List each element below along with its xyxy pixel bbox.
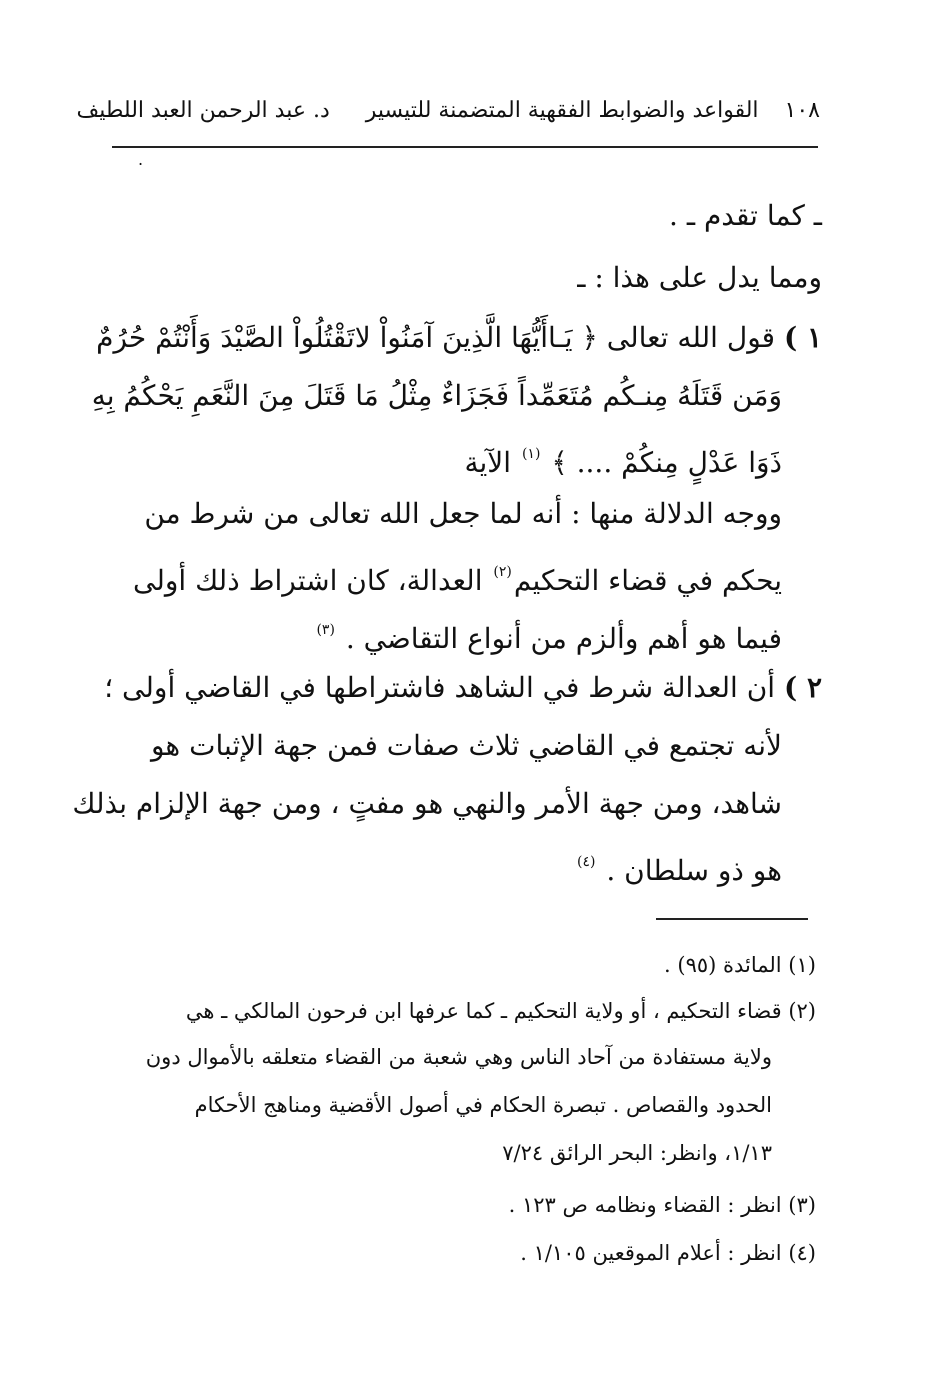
evidence-line-2b: العدالة، كان اشتراط ذلك أولى xyxy=(133,564,483,597)
evidence-line-3-text: فيما هو أهم وألزم من أنواع التقاضي . xyxy=(345,622,782,655)
header-divider xyxy=(112,146,818,148)
footnote-2-line-4: ١/١٣، وانظر: البحر الرائق ٧/٢٤ xyxy=(502,1141,772,1165)
item-1-line-3 xyxy=(464,434,782,483)
page-number: ١٠٨ xyxy=(784,97,820,123)
item-1-number: ١ ) xyxy=(783,321,822,354)
evidence-line-2 xyxy=(133,552,782,601)
running-header xyxy=(76,88,820,132)
footnote-divider xyxy=(656,918,808,920)
item-1-line-1 xyxy=(96,318,822,358)
intro-line-1: ـ كما تقدم ـ . xyxy=(669,199,822,232)
item-2-line-4 xyxy=(575,842,782,891)
footnote-3: (٣) انظر : القضاء ونظامه ص ١٢٣ . xyxy=(508,1193,816,1217)
footnote-2-line-2: ولاية مستفادة من آحاد الناس وهي شعبة من القضاء متعلقه بالأموال دون xyxy=(145,1045,772,1069)
item-2-number: ٢ ) xyxy=(783,671,822,704)
quran-verse-line-2: وَمَن قَتَلَهُ مِنـكُم مُتَعَمِّداً فَجَزَاءٌ مِثْلُ مَا قَتَلَ مِنَ النَّعَمِ يَحْكُمُ بِهِ xyxy=(91,379,782,412)
footnote-1: (١) المائدة (٩٥) . xyxy=(664,953,816,977)
footnote-ref-2: (٢) xyxy=(493,564,512,580)
header-dot: . xyxy=(138,150,144,169)
author-name: د. عبد الرحمن العبد اللطيف xyxy=(76,97,330,123)
item-2-line-1 xyxy=(104,668,822,708)
item-2-line-3: شاهد، ومن جهة الأمر والنهي هو مفتٍ ، ومن جهة الإلزام بذلك xyxy=(72,787,782,820)
footnote-2-line-3: الحدود والقصاص . تبصرة الحكام في أصول الأقضية ومناهج الأحكام xyxy=(194,1093,772,1117)
footnote-ref-3: (٣) xyxy=(316,622,335,638)
footnote-4: (٤) انظر : أعلام الموقعين ١/١٠٥ . xyxy=(520,1241,816,1265)
intro-line-2: ومما يدل على هذا : ـ xyxy=(577,261,822,294)
footnote-ref-4: (٤) xyxy=(577,854,596,870)
item-2-text-1: أن العدالة شرط في الشاهد فاشتراطها في القاضي أولى ؛ xyxy=(104,671,776,704)
evidence-line-1: ووجه الدلالة منها : أنه لما جعل الله تعالى من شرط من xyxy=(144,497,782,530)
item-2-text-4: هو ذو سلطان . xyxy=(606,854,782,887)
evidence-line-3 xyxy=(314,610,782,659)
ayah-label: الآية xyxy=(464,446,512,479)
evidence-line-2a: يحكم في قضاء التحكيم xyxy=(513,564,782,597)
quran-verse-line-1: قول الله تعالى ﴿ يَـاأَيُّهَا الَّذِينَ آمَنُواْ لاتَقْتُلُواْ الصَّيْدَ وَأَنْتُمْ حُرُمٌ xyxy=(96,321,776,354)
quran-verse-line-3: ذَوَا عَدْلٍ مِنكُمْ .... ﴾ xyxy=(551,446,782,479)
item-2-line-2: لأنه تجتمع في القاضي ثلاث صفات فمن جهة الإثبات هو xyxy=(150,729,782,762)
book-title: القواعد والضوابط الفقهية المتضمنة للتيسير xyxy=(365,97,759,123)
footnote-ref-1: (١) xyxy=(521,446,541,462)
footnote-2-line-1: (٢) قضاء التحكيم ، أو ولاية التحكيم ـ كما عرفها ابن فرحون المالكي ـ هي xyxy=(185,999,816,1023)
